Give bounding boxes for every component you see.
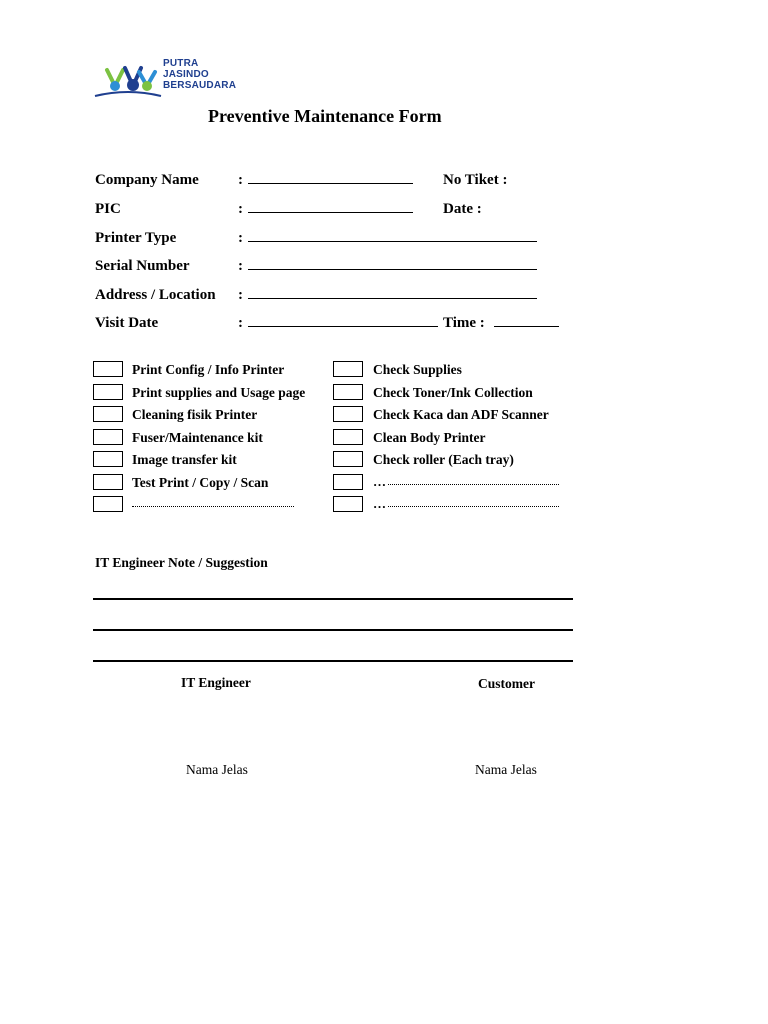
clean-body-label: Clean Body Printer xyxy=(373,430,486,445)
note-line-2[interactable] xyxy=(93,629,573,631)
time-label: Time : xyxy=(443,315,485,331)
printer-type-label: Printer Type xyxy=(95,230,177,246)
company-name-label: Company Name xyxy=(95,172,199,188)
ellipsis-2: … xyxy=(373,496,386,511)
company-name-colon: : xyxy=(238,172,243,188)
logo-line-3: BERSAUDARA xyxy=(163,80,237,91)
test-print-label: Test Print / Copy / Scan xyxy=(132,475,269,490)
visit-date-colon: : xyxy=(238,315,243,331)
checkbox-print-supplies[interactable] xyxy=(93,384,123,400)
visit-date-label: Visit Date xyxy=(95,315,159,331)
checkbox-other-right-1[interactable] xyxy=(333,474,363,490)
logo-text xyxy=(163,58,236,91)
printer-type-field[interactable] xyxy=(248,241,537,242)
it-engineer-label: IT Engineer xyxy=(181,675,251,690)
other-left-dotted-line[interactable] xyxy=(132,506,294,507)
visit-date-field[interactable] xyxy=(248,326,438,327)
ellipsis-1: … xyxy=(373,474,386,489)
address-location-field[interactable] xyxy=(248,298,537,299)
other-right-2-dotted-line[interactable] xyxy=(388,506,559,507)
checkbox-cleaning-fisik[interactable] xyxy=(93,406,123,422)
pic-label: PIC xyxy=(95,201,121,217)
print-config-label: Print Config / Info Printer xyxy=(132,362,285,377)
checkbox-check-supplies[interactable] xyxy=(333,361,363,377)
checkbox-check-roller[interactable] xyxy=(333,451,363,467)
checkbox-check-toner[interactable] xyxy=(333,384,363,400)
print-supplies-label: Print supplies and Usage page xyxy=(132,385,306,400)
checkbox-clean-body[interactable] xyxy=(333,429,363,445)
address-location-label: Address / Location xyxy=(95,287,216,303)
pic-field[interactable] xyxy=(248,212,413,213)
check-toner-label: Check Toner/Ink Collection xyxy=(373,385,533,400)
checkbox-print-config[interactable] xyxy=(93,361,123,377)
printer-type-colon: : xyxy=(238,230,243,246)
logo-figures-icon xyxy=(93,58,163,100)
fuser-kit-label: Fuser/Maintenance kit xyxy=(132,430,263,445)
logo-line-2: JASINDO xyxy=(163,69,209,80)
image-transfer-label: Image transfer kit xyxy=(132,452,237,467)
time-field[interactable] xyxy=(494,326,559,327)
date-label: Date : xyxy=(443,201,482,217)
cleaning-fisik-label: Cleaning fisik Printer xyxy=(132,407,258,422)
serial-number-field[interactable] xyxy=(248,269,537,270)
logo-line-1: PUTRA xyxy=(163,58,199,69)
pic-colon: : xyxy=(238,201,243,217)
check-supplies-label: Check Supplies xyxy=(373,362,462,377)
serial-number-colon: : xyxy=(238,258,243,274)
other-right-1-dotted-line[interactable] xyxy=(388,484,559,485)
checkbox-test-print[interactable] xyxy=(93,474,123,490)
check-kaca-label: Check Kaca dan ADF Scanner xyxy=(373,407,549,422)
no-tiket-label: No Tiket : xyxy=(443,172,508,188)
customer-name-label: Nama Jelas xyxy=(475,762,537,777)
checkbox-fuser-kit[interactable] xyxy=(93,429,123,445)
address-location-colon: : xyxy=(238,287,243,303)
note-line-1[interactable] xyxy=(93,598,573,600)
company-name-field[interactable] xyxy=(248,183,413,184)
serial-number-label: Serial Number xyxy=(95,258,190,274)
checkbox-other-left[interactable] xyxy=(93,496,123,512)
company-logo xyxy=(93,58,243,100)
checkbox-image-transfer[interactable] xyxy=(93,451,123,467)
form-title: Preventive Maintenance Form xyxy=(208,106,442,126)
customer-label: Customer xyxy=(478,676,535,691)
check-roller-label: Check roller (Each tray) xyxy=(373,452,514,467)
note-title: IT Engineer Note / Suggestion xyxy=(95,555,268,570)
checkbox-other-right-2[interactable] xyxy=(333,496,363,512)
checkbox-check-kaca[interactable] xyxy=(333,406,363,422)
engineer-name-label: Nama Jelas xyxy=(186,762,248,777)
note-line-3[interactable] xyxy=(93,660,573,662)
